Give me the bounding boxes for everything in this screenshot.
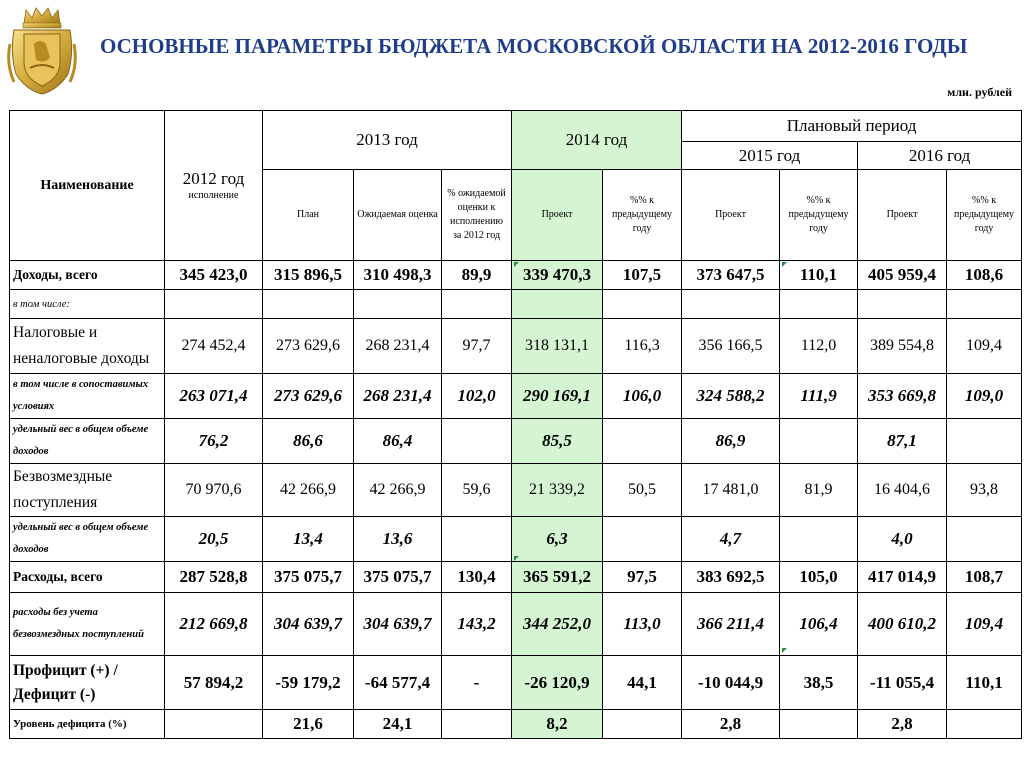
header-2016: 2016 год bbox=[858, 142, 1022, 170]
cell-2015-pct: 106,4 bbox=[780, 593, 858, 656]
table-row bbox=[10, 290, 1022, 319]
cell-2016-project: 4,0 bbox=[858, 517, 947, 562]
cell-2013-expected: -64 577,4 bbox=[354, 656, 442, 710]
cell-2013-pct: 102,0 bbox=[442, 374, 512, 419]
cell-2013-pct: 89,9 bbox=[442, 261, 512, 290]
cell-2012: 20,5 bbox=[165, 517, 263, 562]
cell-2013-expected: 304 639,7 bbox=[354, 593, 442, 656]
cell-2015-pct: 110,1 bbox=[780, 261, 858, 290]
cell-2013-pct bbox=[442, 419, 512, 464]
cell-2013-expected: 268 231,4 bbox=[354, 319, 442, 374]
cell-2014-project: 365 591,2 bbox=[512, 562, 603, 593]
header-2016-pct: %% к предыдущему году bbox=[947, 170, 1022, 261]
cell-2013-pct: - bbox=[442, 656, 512, 710]
cell-2012: 76,2 bbox=[165, 419, 263, 464]
cell-2015-pct bbox=[780, 710, 858, 739]
cell-2016-pct bbox=[947, 290, 1022, 319]
cell-2013-plan: 315 896,5 bbox=[263, 261, 354, 290]
header-2014-pct: %% к предыдущему году bbox=[603, 170, 682, 261]
cell-2015-project: 324 588,2 bbox=[682, 374, 780, 419]
cell-2012: 57 894,2 bbox=[165, 656, 263, 710]
header-2013: 2013 год bbox=[263, 111, 512, 170]
cell-2013-pct: 59,6 bbox=[442, 464, 512, 517]
cell-2016-project: 353 669,8 bbox=[858, 374, 947, 419]
cell-2012: 287 528,8 bbox=[165, 562, 263, 593]
cell-2015-project: 17 481,0 bbox=[682, 464, 780, 517]
green-corner-marker bbox=[782, 648, 787, 653]
cell-2015-project: -10 044,9 bbox=[682, 656, 780, 710]
budget-table bbox=[9, 110, 1022, 739]
cell-2016-pct: 93,8 bbox=[947, 464, 1022, 517]
cell-2013-pct: 143,2 bbox=[442, 593, 512, 656]
table-row bbox=[10, 562, 1022, 593]
table-row bbox=[10, 517, 1022, 562]
row-name: Расходы, всего bbox=[10, 562, 165, 593]
cell-2016-pct: 109,4 bbox=[947, 319, 1022, 374]
cell-2013-plan: 273 629,6 bbox=[263, 319, 354, 374]
cell-2012: 345 423,0 bbox=[165, 261, 263, 290]
header-name: Наименование bbox=[10, 111, 165, 261]
cell-2015-pct: 111,9 bbox=[780, 374, 858, 419]
page-title: ОСНОВНЫЕ ПАРАМЕТРЫ БЮДЖЕТА МОСКОВСКОЙ ОБЛАСТИ НА 2012-2016 ГОДЫ bbox=[100, 34, 968, 58]
cell-2016-project: 405 959,4 bbox=[858, 261, 947, 290]
cell-2014-pct bbox=[603, 419, 682, 464]
table-row bbox=[10, 419, 1022, 464]
cell-2013-plan: 21,6 bbox=[263, 710, 354, 739]
cell-2012: 212 669,8 bbox=[165, 593, 263, 656]
cell-2013-expected: 268 231,4 bbox=[354, 374, 442, 419]
cell-2016-pct: 110,1 bbox=[947, 656, 1022, 710]
cell-2014-pct bbox=[603, 517, 682, 562]
table-row bbox=[10, 319, 1022, 374]
cell-2014-project bbox=[512, 290, 603, 319]
cell-2014-project: 290 169,1 bbox=[512, 374, 603, 419]
cell-2015-pct: 81,9 bbox=[780, 464, 858, 517]
cell-2015-project: 2,8 bbox=[682, 710, 780, 739]
cell-2012: 263 071,4 bbox=[165, 374, 263, 419]
row-name: Профицит (+) /Дефицит (-) bbox=[10, 656, 165, 710]
table-row bbox=[10, 374, 1022, 419]
cell-2014-pct: 97,5 bbox=[603, 562, 682, 593]
row-name: Налоговые и неналоговые доходы bbox=[10, 319, 165, 374]
cell-2013-expected: 42 266,9 bbox=[354, 464, 442, 517]
cell-2014-project: 344 252,0 bbox=[512, 593, 603, 656]
cell-2013-pct bbox=[442, 710, 512, 739]
cell-2013-plan: 86,6 bbox=[263, 419, 354, 464]
cell-2016-pct: 108,7 bbox=[947, 562, 1022, 593]
cell-2014-pct bbox=[603, 290, 682, 319]
cell-2015-project: 4,7 bbox=[682, 517, 780, 562]
cell-2014-project: 85,5 bbox=[512, 419, 603, 464]
row-name: в том числе в сопоставимых условиях bbox=[10, 374, 165, 419]
cell-2015-project: 356 166,5 bbox=[682, 319, 780, 374]
cell-2013-expected bbox=[354, 290, 442, 319]
cell-2016-project: 417 014,9 bbox=[858, 562, 947, 593]
cell-2013-plan: -59 179,2 bbox=[263, 656, 354, 710]
cell-2013-expected: 24,1 bbox=[354, 710, 442, 739]
green-corner-marker bbox=[514, 262, 519, 267]
cell-2012 bbox=[165, 710, 263, 739]
header-2013-expected: Ожидаемая оценка bbox=[354, 170, 442, 261]
cell-2014-pct: 50,5 bbox=[603, 464, 682, 517]
table-row bbox=[10, 710, 1022, 739]
cell-2015-pct bbox=[780, 517, 858, 562]
cell-2016-project: 389 554,8 bbox=[858, 319, 947, 374]
table-row bbox=[10, 464, 1022, 517]
cell-2013-plan: 375 075,7 bbox=[263, 562, 354, 593]
cell-2013-pct: 130,4 bbox=[442, 562, 512, 593]
cell-2013-expected: 13,6 bbox=[354, 517, 442, 562]
cell-2016-pct bbox=[947, 710, 1022, 739]
cell-2014-project: 21 339,2 bbox=[512, 464, 603, 517]
cell-2013-expected: 86,4 bbox=[354, 419, 442, 464]
cell-2015-project: 86,9 bbox=[682, 419, 780, 464]
header-2012-sub: исполнение bbox=[188, 189, 239, 201]
cell-2016-project: 87,1 bbox=[858, 419, 947, 464]
cell-2015-pct bbox=[780, 290, 858, 319]
cell-2016-project: 16 404,6 bbox=[858, 464, 947, 517]
cell-2012 bbox=[165, 290, 263, 319]
row-name: удельный вес в общем объеме доходов bbox=[10, 517, 165, 562]
moscow-oblast-coat-of-arms-icon bbox=[6, 4, 78, 96]
cell-2016-pct: 109,0 bbox=[947, 374, 1022, 419]
cell-2012: 70 970,6 bbox=[165, 464, 263, 517]
header-2012-year: 2012 год bbox=[182, 168, 245, 188]
cell-2014-pct: 116,3 bbox=[603, 319, 682, 374]
cell-2013-plan: 304 639,7 bbox=[263, 593, 354, 656]
cell-2013-plan: 42 266,9 bbox=[263, 464, 354, 517]
cell-2015-pct: 38,5 bbox=[780, 656, 858, 710]
cell-2013-plan: 13,4 bbox=[263, 517, 354, 562]
cell-2014-project: 339 470,3 bbox=[512, 261, 603, 290]
cell-2015-project: 366 211,4 bbox=[682, 593, 780, 656]
cell-2016-project: 2,8 bbox=[858, 710, 947, 739]
cell-2016-pct bbox=[947, 517, 1022, 562]
cell-2014-pct: 106,0 bbox=[603, 374, 682, 419]
header-2013-pct: % ожидаемой оценки к исполнению за 2012 год bbox=[442, 170, 512, 261]
cell-2015-project: 383 692,5 bbox=[682, 562, 780, 593]
cell-2015-pct: 105,0 bbox=[780, 562, 858, 593]
header-2014: 2014 год bbox=[512, 111, 682, 170]
cell-2012: 274 452,4 bbox=[165, 319, 263, 374]
header-2015-pct: %% к предыдущему году bbox=[780, 170, 858, 261]
cell-2013-plan: 273 629,6 bbox=[263, 374, 354, 419]
green-corner-marker bbox=[514, 556, 519, 561]
cell-2016-project: 400 610,2 bbox=[858, 593, 947, 656]
cell-2016-pct: 108,6 bbox=[947, 261, 1022, 290]
cell-2015-project: 373 647,5 bbox=[682, 261, 780, 290]
row-name: удельный вес в общем объеме доходов bbox=[10, 419, 165, 464]
cell-2013-pct: 97,7 bbox=[442, 319, 512, 374]
table-body bbox=[10, 261, 1022, 739]
cell-2015-pct: 112,0 bbox=[780, 319, 858, 374]
row-name: Доходы, всего bbox=[10, 261, 165, 290]
cell-2015-pct bbox=[780, 419, 858, 464]
header-plan-period: Плановый период bbox=[682, 111, 1022, 142]
cell-2015-project bbox=[682, 290, 780, 319]
cell-2014-pct bbox=[603, 710, 682, 739]
cell-2014-pct: 44,1 bbox=[603, 656, 682, 710]
table-row bbox=[10, 593, 1022, 656]
green-corner-marker bbox=[782, 262, 787, 267]
cell-2014-pct: 107,5 bbox=[603, 261, 682, 290]
row-name: расходы без учета безвозмездных поступлений bbox=[10, 593, 165, 656]
cell-2014-project: 318 131,1 bbox=[512, 319, 603, 374]
header-2014-project: Проект bbox=[512, 170, 603, 261]
cell-2016-pct: 109,4 bbox=[947, 593, 1022, 656]
header-2016-project: Проект bbox=[858, 170, 947, 261]
cell-2014-project: -26 120,9 bbox=[512, 656, 603, 710]
row-name: Безвозмездные поступления bbox=[10, 464, 165, 517]
header-2012 bbox=[165, 111, 263, 261]
cell-2014-project: 6,3 bbox=[512, 517, 603, 562]
header-2015: 2015 год bbox=[682, 142, 858, 170]
cell-2016-project bbox=[858, 290, 947, 319]
row-name: Уровень дефицита (%) bbox=[10, 710, 165, 739]
units-label: млн. рублей bbox=[947, 85, 1012, 99]
cell-2014-project: 8,2 bbox=[512, 710, 603, 739]
cell-2013-plan bbox=[263, 290, 354, 319]
table-row bbox=[10, 656, 1022, 710]
row-name: в том числе: bbox=[10, 290, 165, 319]
cell-2016-project: -11 055,4 bbox=[858, 656, 947, 710]
cell-2013-pct bbox=[442, 517, 512, 562]
header-2015-project: Проект bbox=[682, 170, 780, 261]
cell-2013-expected: 375 075,7 bbox=[354, 562, 442, 593]
header-2013-plan: План bbox=[263, 170, 354, 261]
cell-2013-pct bbox=[442, 290, 512, 319]
cell-2016-pct bbox=[947, 419, 1022, 464]
cell-2014-pct: 113,0 bbox=[603, 593, 682, 656]
cell-2013-expected: 310 498,3 bbox=[354, 261, 442, 290]
